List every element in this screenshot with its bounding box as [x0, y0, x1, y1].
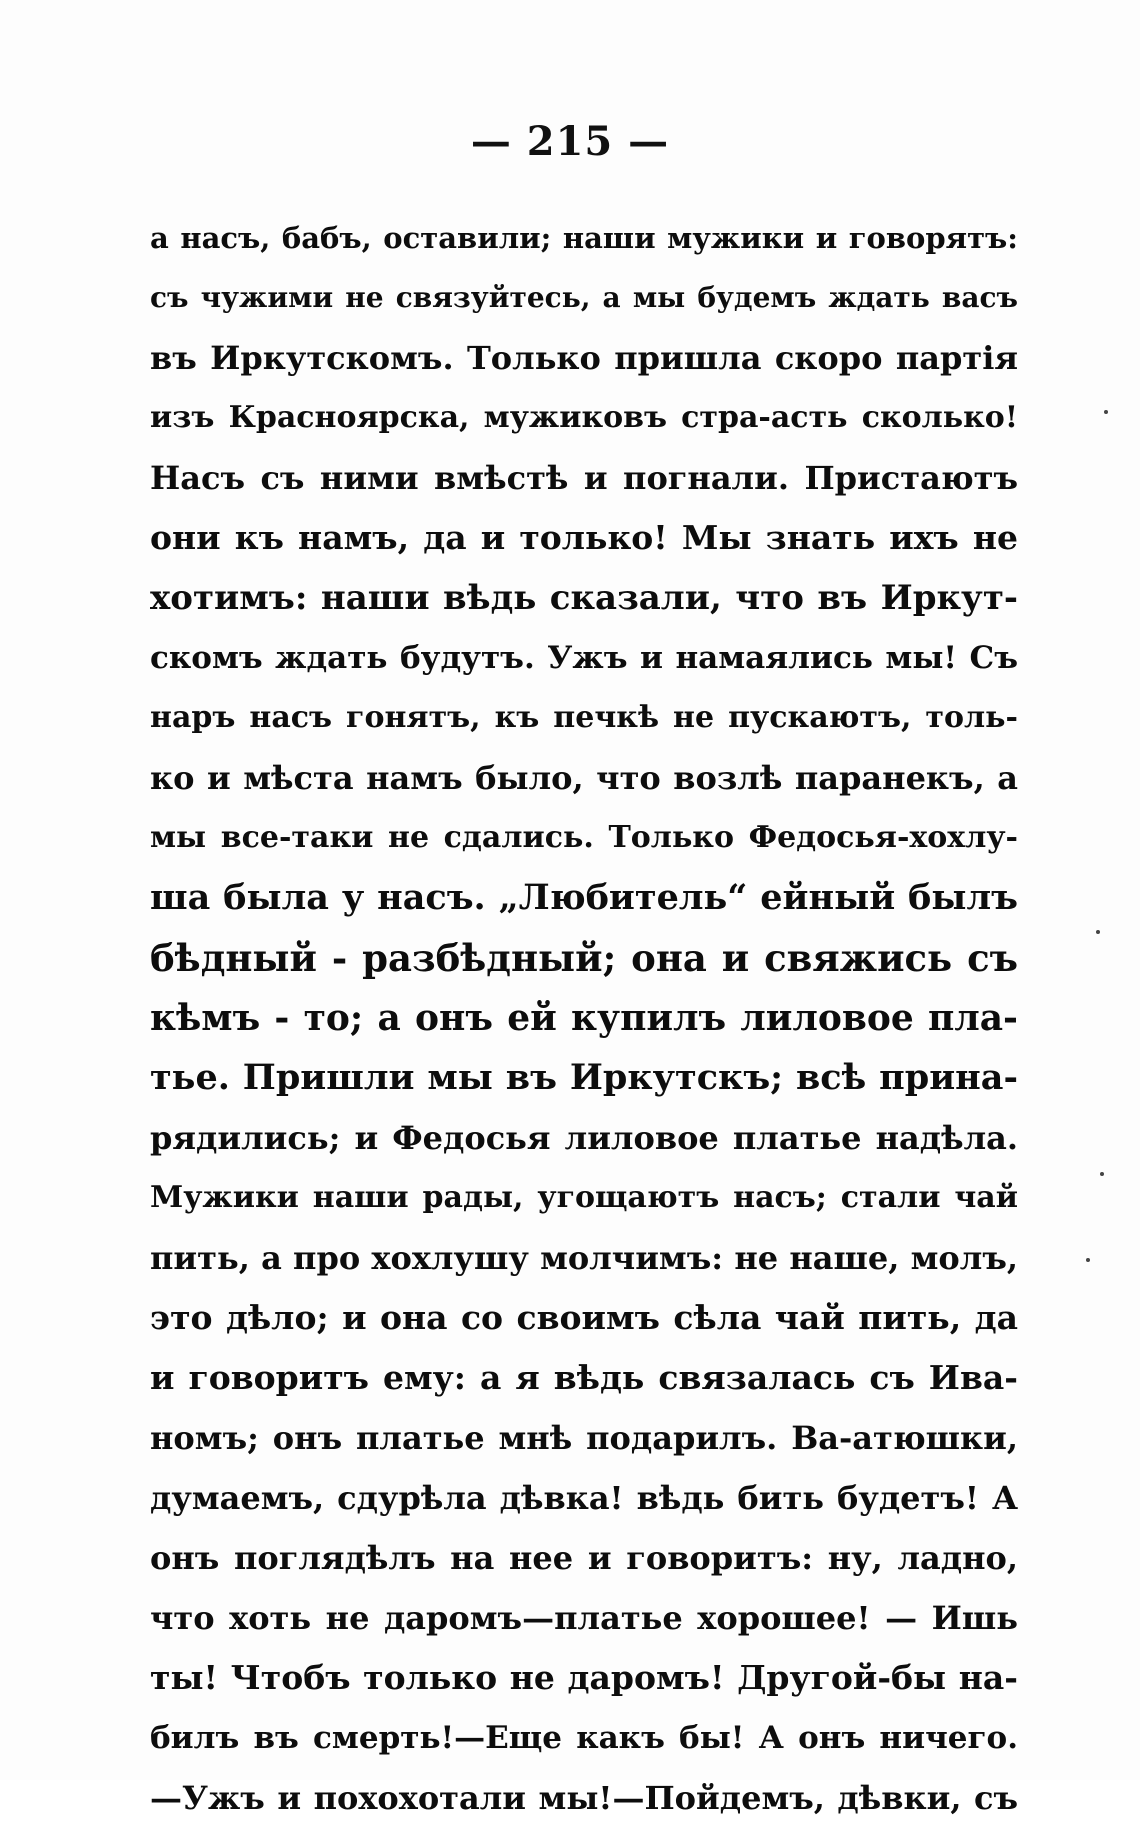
text-line: пить, а про хохлушу молчимъ: не наше, молъ,	[150, 1239, 1018, 1277]
text-line: номъ; онъ платье мнѣ подарилъ. Ва-атюшки,	[150, 1419, 1018, 1457]
text-line: хотимъ: наши вѣдь сказали, что въ Иркут-	[150, 578, 1018, 618]
text-line: что хоть не даромъ—платье хорошее! — Ишь	[150, 1599, 1018, 1637]
text-line: они къ намъ, да и только! Мы знать ихъ не	[150, 518, 1018, 557]
body-text	[150, 208, 1018, 1828]
scan-speck	[1096, 930, 1100, 934]
text-line: и говоритъ ему: а я вѣдь связалась съ Ива-	[150, 1358, 1018, 1397]
text-line: въ Иркутскомъ. Только пришла скоро партія	[150, 339, 1018, 377]
text-line: —Ужъ и похохотали мы!—Пойдемъ, дѣвки, съ	[150, 1779, 1018, 1817]
text-line: мы все-таки не сдались. Только Федосья-хохлу-	[150, 820, 1018, 855]
scan-speck	[1100, 1172, 1104, 1176]
text-line: изъ Красноярска, мужиковъ стра-асть сколько!	[150, 400, 1018, 435]
page-number: — 215 —	[470, 118, 670, 165]
text-line: кѣмъ - то; а онъ ей купилъ лиловое пла-	[150, 997, 1018, 1039]
text-line: тье. Пришли мы въ Иркутскъ; всѣ прина-	[150, 1057, 1018, 1098]
scan-speck	[1086, 1258, 1090, 1262]
text-line: наръ насъ гонятъ, къ печкѣ не пускаютъ, толь-	[150, 700, 1018, 735]
text-line: думаемъ, сдурѣла дѣвка! вѣдь бить будетъ! А	[150, 1479, 1018, 1517]
text-line: ко и мѣста намъ было, что возлѣ паранекъ, а	[150, 759, 1018, 797]
text-line: Мужики наши рады, угощаютъ насъ; стали чай	[150, 1180, 1018, 1215]
text-line: съ чужими не связуйтесь, а мы будемъ ждать васъ	[150, 281, 1018, 314]
text-line: скомъ ждать будутъ. Ужъ и намаялись мы! Съ	[150, 640, 1018, 676]
text-line: рядились; и Федосья лиловое платье надѣла.	[150, 1119, 1018, 1157]
text-line: билъ въ смерть!—Еще какъ бы! А онъ ничего.	[150, 1720, 1018, 1756]
text-line: ты! Чтобъ только не даромъ! Другой-бы на-	[150, 1658, 1018, 1697]
scan-speck	[1104, 410, 1108, 414]
text-line: онъ поглядѣлъ на нее и говоритъ: ну, ладно,	[150, 1539, 1018, 1577]
text-line: бѣдный - разбѣдный; она и свяжись съ	[150, 936, 1018, 980]
text-line: это дѣло; и она со своимъ сѣла чай пить, да	[150, 1298, 1018, 1337]
text-line: Насъ съ ними вмѣстѣ и погнали. Пристаютъ	[150, 459, 1018, 497]
text-line: а насъ, бабъ, оставили; наши мужики и говорятъ:	[150, 221, 1018, 255]
text-line: ша была у насъ. „Любитель“ ейный былъ	[150, 877, 1018, 918]
